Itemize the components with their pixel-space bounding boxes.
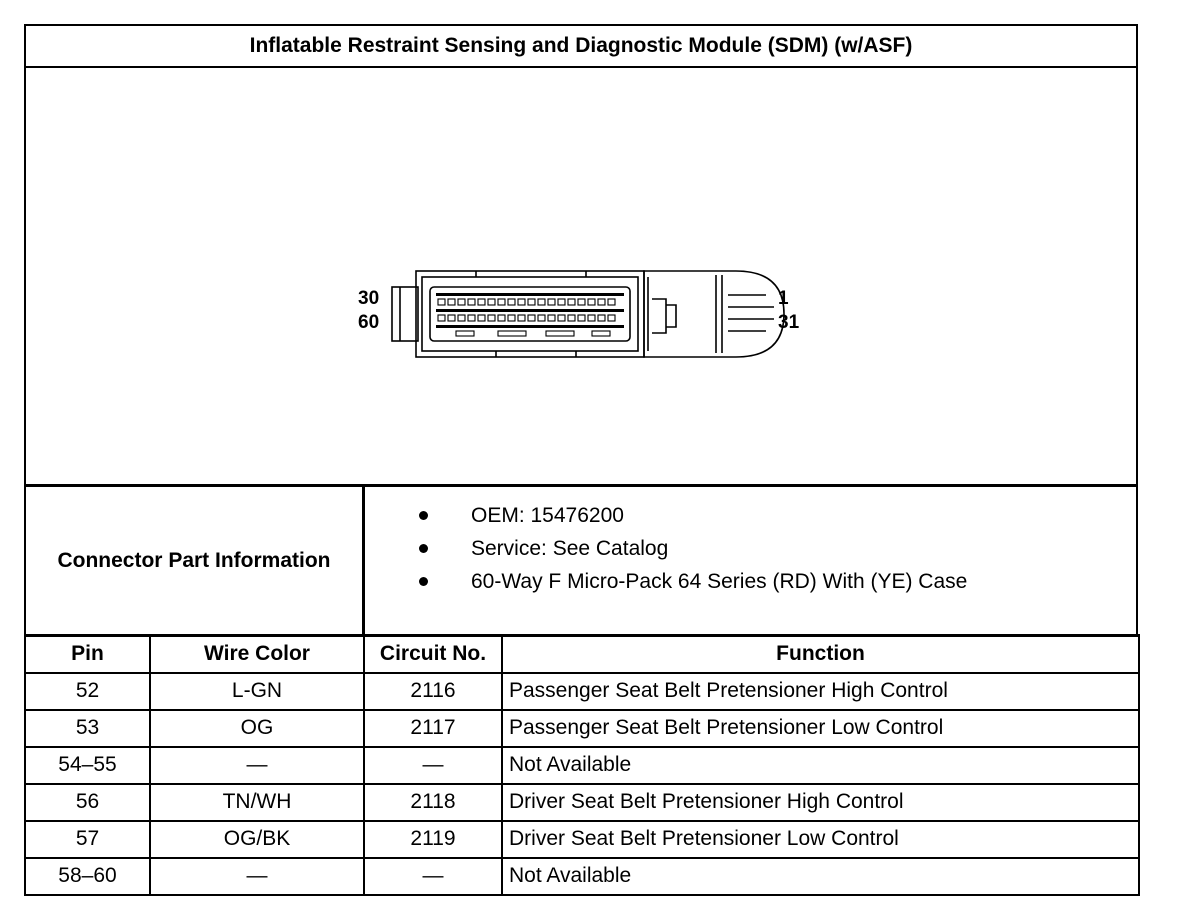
connector-part-info-list	[362, 484, 1138, 636]
pinout-table	[24, 634, 1140, 896]
pin-label-60: 60	[358, 312, 380, 333]
cell-pin: 57	[25, 821, 150, 858]
part-info-item	[419, 567, 967, 600]
connector-part-info-label: Connector Part Information	[24, 484, 364, 636]
pin-label-1: 1	[778, 288, 789, 309]
table-row	[25, 747, 1139, 784]
table-row	[25, 673, 1139, 710]
connector-face-drawing	[386, 247, 786, 362]
pinout-sheet	[24, 24, 1138, 902]
cell-function: Driver Seat Belt Pretensioner High Control	[502, 784, 1139, 821]
cell-wire-color: TN/WH	[150, 784, 364, 821]
header-pin: Pin	[25, 636, 150, 673]
cell-pin: 54–55	[25, 747, 150, 784]
table-row	[25, 858, 1139, 895]
cell-pin: 53	[25, 710, 150, 747]
cell-pin: 58–60	[25, 858, 150, 895]
table-row	[25, 821, 1139, 858]
bullet-icon	[419, 577, 428, 586]
connector-diagram-panel	[24, 66, 1138, 486]
bullet-icon	[419, 511, 428, 520]
cell-circuit-no: 2119	[364, 821, 502, 858]
cell-function: Passenger Seat Belt Pretensioner Low Control	[502, 710, 1139, 747]
cell-wire-color: OG/BK	[150, 821, 364, 858]
cell-function: Driver Seat Belt Pretensioner Low Control	[502, 821, 1139, 858]
cell-circuit-no: 2118	[364, 784, 502, 821]
bullet-icon	[419, 544, 428, 553]
header-wire-color: Wire Color	[150, 636, 364, 673]
part-info-oem: OEM: 15476200	[471, 504, 624, 527]
header-circuit-no: Circuit No.	[364, 636, 502, 673]
table-row	[25, 710, 1139, 747]
part-info-service: Service: See Catalog	[471, 537, 669, 560]
cell-wire-color: —	[150, 747, 364, 784]
cell-wire-color: OG	[150, 710, 364, 747]
cell-circuit-no: —	[364, 858, 502, 895]
part-info-item	[419, 534, 967, 567]
cell-function: Passenger Seat Belt Pretensioner High Control	[502, 673, 1139, 710]
cell-pin: 56	[25, 784, 150, 821]
cell-circuit-no: —	[364, 747, 502, 784]
header-function: Function	[502, 636, 1139, 673]
cell-circuit-no: 2116	[364, 673, 502, 710]
part-info-item	[419, 501, 967, 534]
cell-function: Not Available	[502, 858, 1139, 895]
cell-circuit-no: 2117	[364, 710, 502, 747]
pin-label-30: 30	[358, 288, 380, 309]
cell-wire-color: —	[150, 858, 364, 895]
cell-pin: 52	[25, 673, 150, 710]
pin-label-31: 31	[778, 312, 800, 333]
cell-wire-color: L-GN	[150, 673, 364, 710]
table-header-row	[25, 636, 1139, 673]
part-info-description: 60-Way F Micro-Pack 64 Series (RD) With (YE) Case	[471, 570, 968, 593]
table-row	[25, 784, 1139, 821]
cell-function: Not Available	[502, 747, 1139, 784]
document-title: Inflatable Restraint Sensing and Diagnostic Module (SDM) (w/ASF)	[24, 24, 1138, 68]
